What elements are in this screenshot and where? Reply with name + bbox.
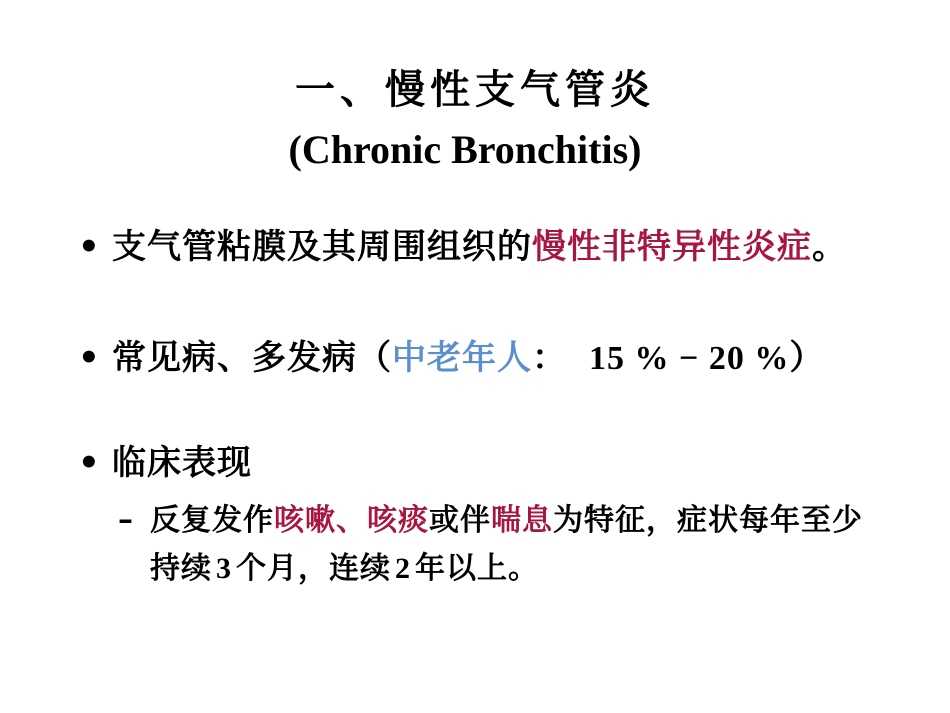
sub-bullet-marker: – (118, 502, 133, 537)
bullet-text: ： (532, 338, 567, 378)
sub-text: 个月，连续 (236, 551, 391, 586)
bullet-text: 常见病、多发病（ (112, 338, 392, 378)
prevalence-range: 15 % − 20 %） (589, 340, 825, 377)
bullet-marker: • (78, 227, 100, 267)
duration-months: 3 (216, 552, 232, 585)
bullet-text: 。 (812, 227, 847, 267)
bullet-marker: • (78, 338, 100, 378)
slide-title-english: (Chronic Bronchitis) (288, 127, 642, 172)
bullet-marker: • (78, 443, 100, 483)
sub-text: 反复发作 (150, 503, 274, 538)
highlight-text: 喘息 (491, 503, 553, 538)
duration-years: 2 (395, 552, 411, 585)
bullet-text: 支气管粘膜及其周围组织的 (112, 227, 532, 267)
highlight-text: 中老年人 (392, 338, 532, 378)
bullet-definition (112, 222, 882, 272)
sub-text: 年以上。 (415, 551, 539, 586)
sub-text: 或伴 (429, 503, 491, 538)
slide-title-chinese: 一、慢性支气管炎 (295, 66, 655, 113)
bullet-prevalence (112, 333, 882, 384)
bullet-clinical: 临床表现 (112, 443, 252, 483)
highlight-text: 慢性非特异性炎症 (532, 227, 812, 267)
sub-text: 为特征，症状每年至少持续 (150, 503, 863, 586)
sub-bullet-symptoms (150, 497, 870, 593)
highlight-text: 咳嗽、咳痰 (274, 503, 429, 538)
